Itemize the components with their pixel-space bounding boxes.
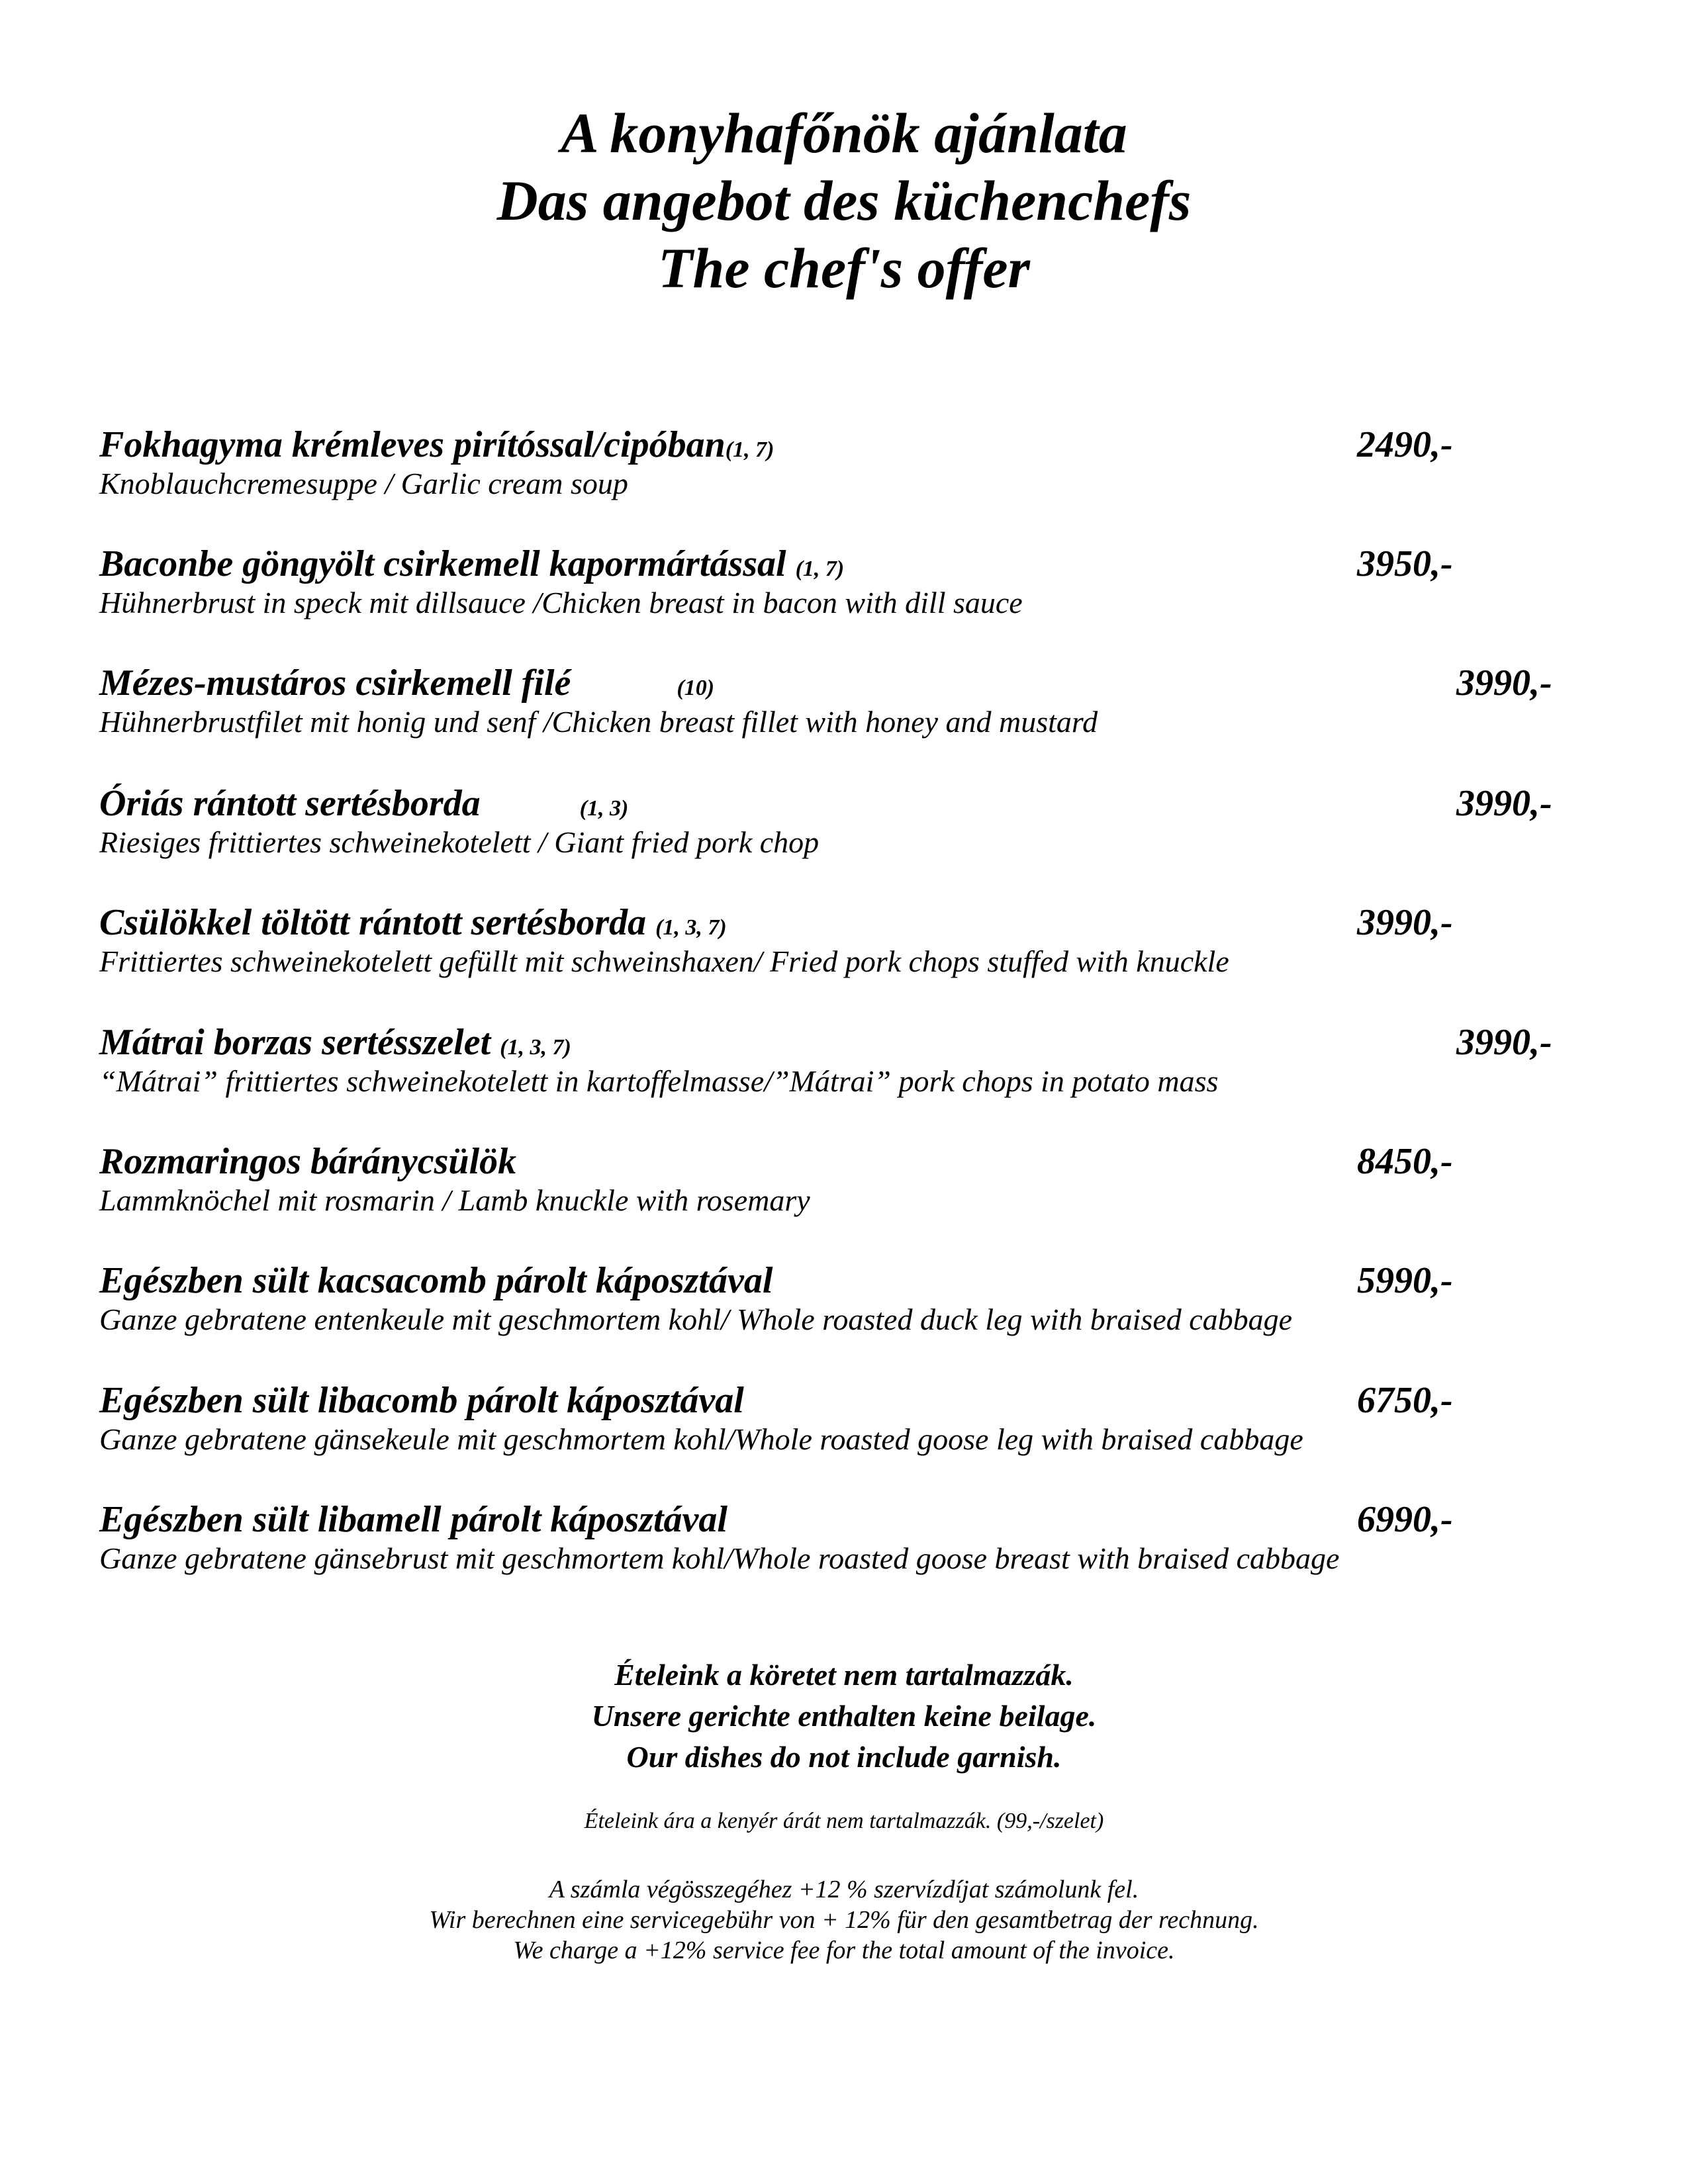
menu-item-price: 3990,- (1456, 783, 1552, 824)
menu-item (99, 1259, 1589, 1352)
menu-item-description: Ganze gebratene entenkeule mit geschmortem kohl/ Whole roasted duck leg with braised cabbage (99, 1302, 1293, 1336)
menu-item-price: 8450,- (1357, 1141, 1453, 1182)
title-german: Das angebot des küchenchefs (496, 169, 1192, 232)
menu-item-price: 5990,- (1357, 1260, 1453, 1301)
page-title (0, 99, 1688, 302)
menu-item-description: “Mátrai” frittiertes schweinekotelett in kartoffelmasse/”Mátrai” pork chops in potato mass (99, 1064, 1219, 1098)
service-fee-note (0, 1874, 1688, 1966)
menu-item (99, 1140, 1589, 1233)
title-english: The chef's offer (657, 236, 1031, 300)
menu-item-allergens: (1, 3, 7) (500, 1035, 571, 1060)
menu-item-allergens: (1, 7) (725, 437, 774, 462)
menu-item-description: Hühnerbrust in speck mit dillsauce /Chicken breast in bacon with dill sauce (99, 586, 1023, 619)
menu-item-price: 2490,- (1357, 424, 1453, 465)
menu-item-description: Knoblauchcremesuppe / Garlic cream soup (99, 467, 628, 500)
menu-item-price: 3990,- (1456, 662, 1552, 704)
menu-item (99, 1379, 1589, 1472)
menu-item (99, 424, 1589, 516)
menu-item (99, 543, 1589, 635)
menu-item-price: 3950,- (1357, 543, 1453, 584)
menu-item (99, 1021, 1589, 1114)
menu-item-description: Ganze gebratene gänsekeule mit geschmortem kohl/Whole roasted goose leg with braised cabbage (99, 1422, 1303, 1456)
menu-item-name: Óriás rántott sertésborda (99, 783, 481, 824)
garnish-note-english: Our dishes do not include garnish. (626, 1740, 1062, 1774)
service-fee-note-english: We charge a +12% service fee for the total amount of the invoice. (513, 1936, 1175, 1964)
title-hungarian: A konyhafőnök ajánlata (561, 101, 1127, 165)
menu-item (99, 901, 1589, 994)
menu-item-allergens: (1, 3) (579, 796, 629, 821)
menu-item-name: Baconbe göngyölt csirkemell kapormártással (99, 543, 796, 584)
menu-item-name: Mézes-mustáros csirkemell filé (99, 662, 571, 704)
menu-item-name: Rozmaringos báránycsülök (99, 1141, 517, 1182)
garnish-note-german: Unsere gerichte enthalten keine beilage. (591, 1699, 1097, 1733)
menu-item-price: 6990,- (1357, 1499, 1453, 1540)
menu-item-name: Csülökkel töltött rántott sertésborda (99, 902, 656, 943)
service-fee-note-hungarian: A számla végösszegéhez +12 % szervízdíjat számolunk fel. (549, 1876, 1139, 1903)
menu-item (99, 662, 1589, 754)
menu-item-price: 3990,- (1456, 1022, 1552, 1063)
menu-item-name: Mátrai borzas sertésszelet (99, 1022, 500, 1063)
menu-item (99, 782, 1589, 875)
menu-item-allergens: (10) (677, 676, 715, 700)
menu-item-name: Egészben sült libamell párolt káposztával (99, 1499, 727, 1540)
menu-item-description: Hühnerbrustfilet mit honig und senf /Chicken breast fillet with honey and mustard (99, 705, 1098, 739)
menu-item (99, 1498, 1589, 1591)
menu-item-description: Riesiges frittiertes schweinekotelett / Giant fried pork chop (99, 825, 820, 859)
menu-item-allergens: (1, 7) (795, 557, 845, 581)
menu-item-allergens: (1, 3, 7) (655, 915, 727, 940)
menu-item-name: Fokhagyma krémleves pirítóssal/cipóban (99, 424, 726, 465)
menu-item-description: Frittiertes schweinekotelett gefüllt mit schweinshaxen/ Fried pork chops stuffed with knuckle (99, 944, 1229, 978)
menu-item-price: 6750,- (1357, 1380, 1453, 1421)
garnish-note (0, 1655, 1688, 1778)
menu-item-description: Ganze gebratene gänsebrust mit geschmortem kohl/Whole roasted goose breast with braised cabbage (99, 1541, 1340, 1575)
garnish-note-hungarian: Ételeink a köretet nem tartalmazzák. (614, 1658, 1074, 1692)
menu-item-name: Egészben sült libacomb párolt káposztával (99, 1380, 744, 1421)
menu-item-name: Egészben sült kacsacomb párolt káposztával (99, 1260, 773, 1301)
menu-item-price: 3990,- (1357, 902, 1453, 943)
service-fee-note-german: Wir berechnen eine servicegebühr von + 12% für den gesamtbetrag der rechnung. (429, 1906, 1259, 1934)
menu-item-description: Lammknöchel mit rosmarin / Lamb knuckle with rosemary (99, 1183, 810, 1217)
bread-price-note: Ételeink ára a kenyér árát nem tartalmazzák. (99,-/szelet) (584, 1809, 1104, 1833)
